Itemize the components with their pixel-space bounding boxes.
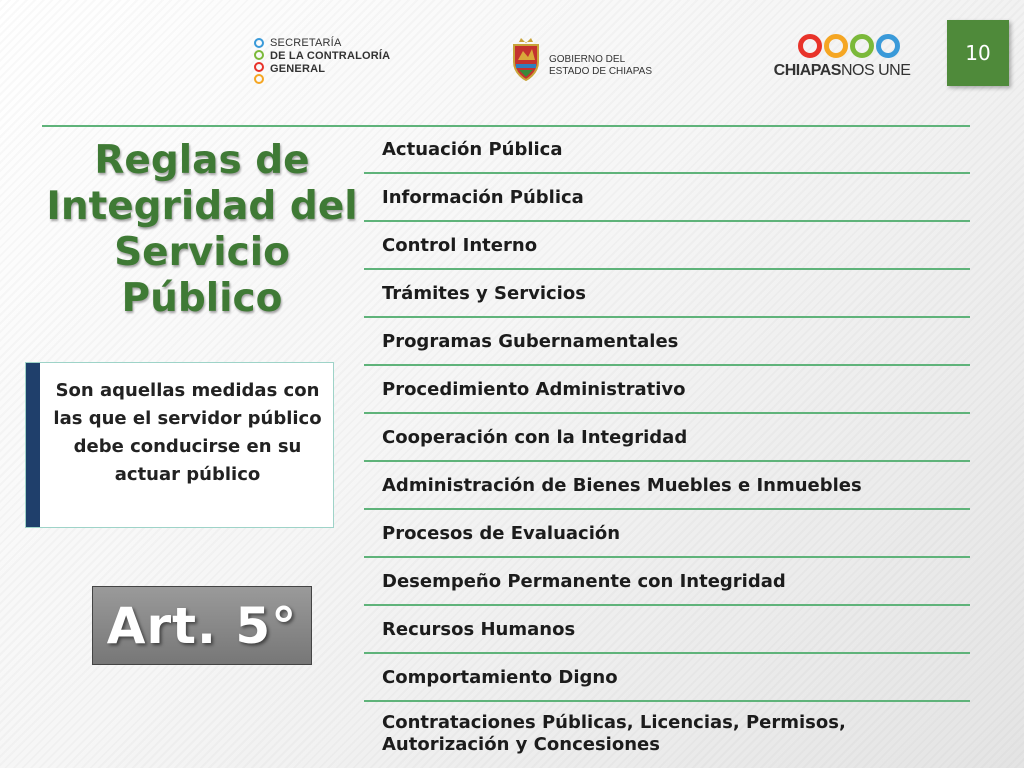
gobierno-line-1: GOBIERNO DEL: [549, 54, 626, 65]
page-title: Reglas de Integridad del Servicio Público: [46, 138, 358, 321]
scg-dots-icon: [254, 38, 264, 84]
page-number: 10: [947, 20, 1009, 86]
scg-line-2: DE LA CONTRALORÍA: [270, 50, 391, 62]
chiapas-word: CHIAPAS: [773, 62, 841, 79]
rule-item: Información Pública: [364, 174, 970, 222]
rule-item: Trámites y Servicios: [364, 270, 970, 318]
definition-text: Son aquellas medidas con las que el servidor público debe conducirse en su actuar público: [53, 380, 322, 485]
rule-item: Programas Gubernamentales: [364, 318, 970, 366]
rule-item: Desempeño Permanente con Integridad: [364, 558, 970, 606]
rule-item: Comportamiento Digno: [364, 654, 970, 702]
scg-line-3: GENERAL: [270, 63, 326, 75]
chiapas-nos-une-logo: [774, 34, 910, 80]
rule-item-last: [364, 702, 970, 756]
article-label: Art. 5°: [92, 586, 312, 665]
rule-item: Control Interno: [364, 222, 970, 270]
definition-box: [25, 362, 334, 528]
rules-list: [364, 126, 970, 756]
rule-item: Actuación Pública: [364, 126, 970, 174]
secretaria-contraloria-logo: [254, 37, 390, 84]
last-rule-line-2: Autorización y Concesiones: [382, 734, 660, 755]
rule-item: Cooperación con la Integridad: [364, 414, 970, 462]
rule-item: Procedimiento Administrativo: [364, 366, 970, 414]
rule-item: Recursos Humanos: [364, 606, 970, 654]
rings-icon: [798, 34, 900, 58]
definition-accent-bar: [26, 363, 40, 527]
rule-item: Procesos de Evaluación: [364, 510, 970, 558]
coat-of-arms-icon: [511, 36, 541, 82]
rule-item: Administración de Bienes Muebles e Inmuebles: [364, 462, 970, 510]
nos-une-word: NOS UNE: [840, 62, 911, 79]
scg-line-1: SECRETARÍA: [270, 37, 342, 49]
gobierno-chiapas-logo: [511, 36, 652, 82]
gobierno-line-2: ESTADO DE CHIAPAS: [549, 66, 652, 77]
last-rule-line-1: Contrataciones Públicas, Licencias, Permisos,: [382, 712, 846, 733]
